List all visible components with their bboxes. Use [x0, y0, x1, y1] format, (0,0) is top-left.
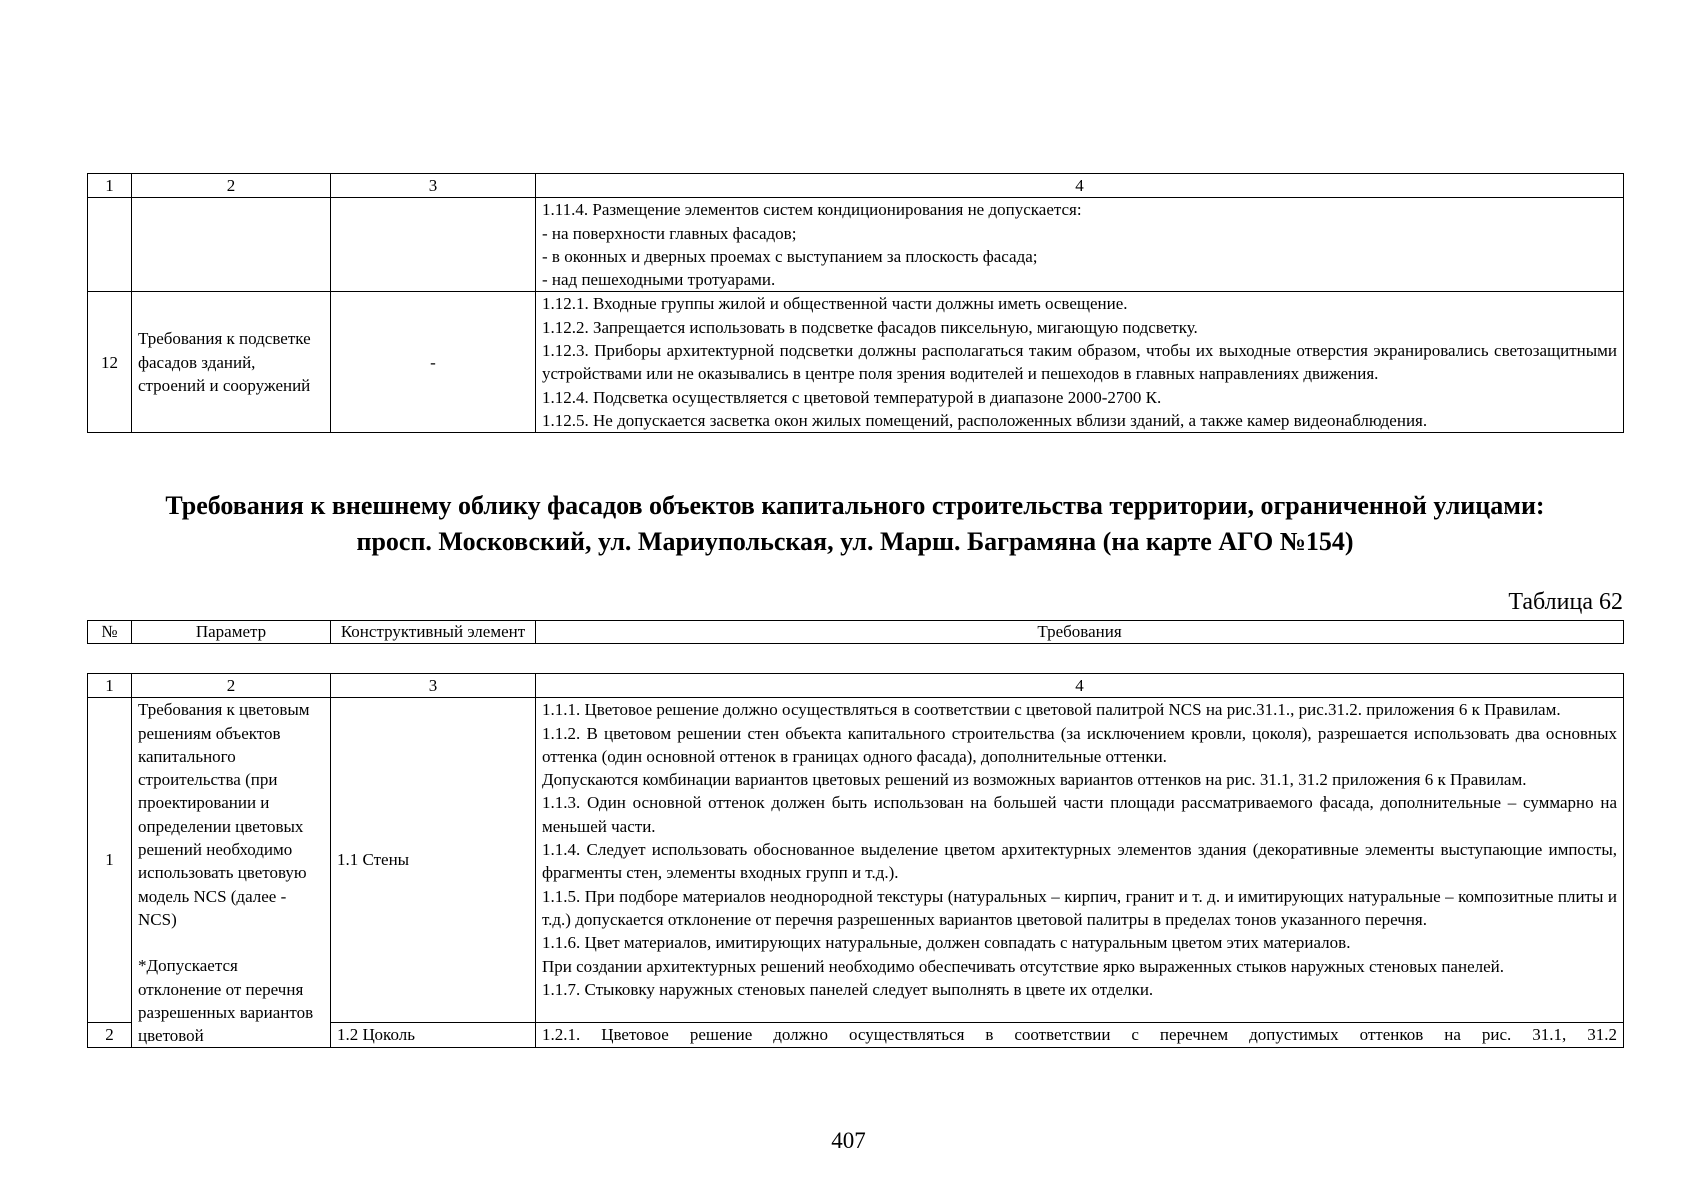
requirement-item: 1.11.4. Размещение элементов систем кондиционирования не допускается: [542, 200, 1082, 220]
requirement-item: 1.1.2. В цветовом решении стен объекта капитального строительства (за исключением кровли, цоколя), разрешается использовать два основных оттенка (один основной оттенок в границах одного фасада), дополнительные оттенки. [542, 723, 1617, 766]
column-number-row [88, 674, 1624, 698]
requirement-item: - в оконных и дверных проемах с выступанием за плоскость фасада; [542, 246, 1038, 266]
row-number: 2 [88, 1022, 132, 1048]
parameter-note: *Допускается отклонение от перечня разрешенных вариантов цветовой [138, 956, 314, 1046]
page-number: 407 [831, 1128, 866, 1153]
parameter-cell: Требования к подсветке фасадов зданий, строений и сооружений [132, 292, 331, 433]
section-heading [87, 488, 1623, 560]
requirement-item: 1.1.7. Стыковку наружных стеновых панелей следует выполнять в цвете их отделки. [542, 979, 1154, 999]
column-number: 2 [132, 174, 331, 198]
requirement-item: 1.1.3. Один основной оттенок должен быть использован на большей части площади рассматриваемого фасада, дополнительные – суммарно на меньшей части. [542, 793, 1617, 836]
requirement-item: 1.1.5. При подборе материалов неоднородной текстуры (натуральных – кирпич, гранит и т. д. и имитирующих натуральные – композитные плиты и т.д.) допускается отклонение от перечня разрешенных вариантов цветовой палитры в пределах тонов указанного перечня. [542, 886, 1617, 929]
requirements-cell [536, 698, 1624, 1022]
row-number [88, 198, 132, 292]
header-row [88, 621, 1624, 644]
requirement-item: 1.12.5. Не допускается засветка окон жилых помещений, расположенных вблизи зданий, а также камер видеонаблюдения. [542, 410, 1428, 430]
element-cell: - [331, 292, 536, 433]
requirements-cell [536, 198, 1624, 292]
column-number: 1 [88, 674, 132, 698]
requirements-cell [536, 1022, 1624, 1048]
requirement-item: При создании архитектурных решений необходимо обеспечивать отсутствие ярко выраженных стыков наружных стеновых панелей. [542, 956, 1504, 976]
table-62-header [87, 620, 1624, 644]
requirement-item: Допускаются комбинации вариантов цветовых решений из возможных вариантов оттенков на рис. 31.1, 31.2 приложения 6 к Правилам. [542, 770, 1527, 790]
table-row [88, 698, 1624, 1022]
continued-requirements-table [87, 173, 1624, 433]
column-number: 2 [132, 674, 331, 698]
table-62-body [87, 673, 1624, 1048]
requirement-item: 1.12.4. Подсветка осуществляется с цветовой температурой в диапазоне 2000-2700 К. [542, 387, 1162, 407]
column-number-row [88, 174, 1624, 198]
requirement-item: - на поверхности главных фасадов; [542, 223, 797, 243]
header-parameter: Параметр [132, 621, 331, 644]
column-number: 3 [331, 674, 536, 698]
table-caption: Таблица 62 [1508, 589, 1623, 615]
requirement-item: 1.12.3. Приборы архитектурной подсветки должны располагаться таким образом, чтобы их выходные отверстия экранировались светозащитными устройствами или не оказывались в центре поля зрения водителей и пешеходов в главных направлениях движения. [542, 341, 1617, 384]
section-heading-line: Требования к внешнему облику фасадов объектов капитального строительства территории, ограниченной улицами: [165, 491, 1545, 520]
parameter-cell [132, 198, 331, 292]
requirement-item: - над пешеходными тротуарами. [542, 270, 776, 290]
column-number: 4 [536, 174, 1624, 198]
requirement-item: 1.12.2. Запрещается использовать в подсветке фасадов пиксельную, мигающую подсветку. [542, 317, 1198, 337]
element-cell [331, 198, 536, 292]
requirement-item: 1.1.4. Следует использовать обоснованное выделение цветом архитектурных элементов здания (декоративные элементы выступающие импосты, фрагменты стен, элементы входных групп и т.д.). [542, 840, 1617, 883]
element-cell: 1.2 Цоколь [331, 1022, 536, 1048]
header-requirements: Требования [536, 621, 1624, 644]
requirement-item: 1.2.1. Цветовое решение должно осуществляться в соответствии с перечнем допустимых оттенков на рис. 31.1, 31.2 [542, 1024, 1617, 1044]
requirement-item: 1.1.6. Цвет материалов, имитирующих натуральные, должен совпадать с натуральным цветом этих материалов. [542, 933, 1351, 953]
header-number: № [88, 621, 132, 644]
header-element: Конструктивный элемент [331, 621, 536, 644]
requirement-item: 1.1.1. Цветовое решение должно осуществляться в соответствии с цветовой палитрой NCS на рис.31.1., рис.31.2. приложения 6 к Правилам. [542, 700, 1561, 720]
row-number: 1 [88, 698, 132, 1022]
requirements-cell [536, 292, 1624, 433]
column-number: 3 [331, 174, 536, 198]
parameter-text: Требования к цветовым решениям объектов капитального строительства (при проектировании и определении цветовых решений необходимо использовать цветовую модель NCS (далее - NCS) [138, 700, 310, 929]
column-number: 4 [536, 674, 1624, 698]
element-cell: 1.1 Стены [331, 698, 536, 1022]
table-row [88, 198, 1624, 292]
column-number: 1 [88, 174, 132, 198]
row-number: 12 [88, 292, 132, 433]
requirement-item: 1.12.1. Входные группы жилой и общественной части должны иметь освещение. [542, 294, 1128, 314]
section-heading-line: просп. Московский, ул. Мариупольская, ул. Марш. Баграмяна (на карте АГО №154) [356, 527, 1354, 556]
table-row [88, 292, 1624, 433]
parameter-cell [132, 698, 331, 1048]
